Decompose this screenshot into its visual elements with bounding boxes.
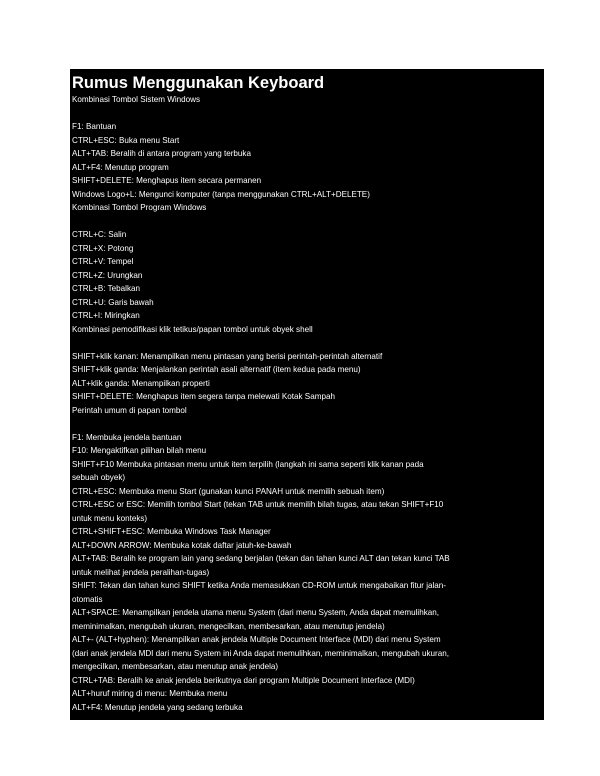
text-line: ALT+- (ALT+hyphen): Menampilkan anak jendela Multiple Document Interface (MDI) dari menu System: [72, 635, 441, 644]
document-body: [70, 69, 544, 720]
text-line: ALT+SPACE: Menampilkan jendela utama menu System (dari menu System, Anda dapat memulihkan,: [72, 608, 440, 617]
text-line: ALT+F4: Menutup program: [72, 162, 169, 172]
blank-line: [72, 417, 542, 431]
text-line: Perintah umum di papan tombol: [72, 405, 187, 415]
text-line: CTRL+SHIFT+ESC: Membuka Windows Task Manager: [72, 527, 271, 536]
text-line: SHIFT+DELETE: Menghapus item secara permanen: [72, 176, 262, 185]
text-line: ALT+F4: Menutup jendela yang sedang terbuka: [72, 702, 243, 712]
text-line: untuk melihat jendela peralihan-tugas): [72, 567, 210, 577]
text-line: otomatis: [72, 594, 103, 604]
text-line: ALT+TAB: Beralih di antara program yang terbuka: [72, 149, 251, 158]
text-line: ALT+TAB: Beralih ke program lain yang sedang berjalan (tekan dan tahan kunci ALT dan tekan kunci TAB: [72, 554, 450, 563]
document-title: Rumus Menggunakan Keyboard: [72, 74, 325, 92]
text-line: ALT+DOWN ARROW: Membuka kotak daftar jatuh-ke-bawah: [72, 540, 292, 550]
text-line: SHIFT: Tekan dan tahan kunci SHIFT ketika Anda memasukkan CD-ROM untuk mengabaikan fitur jalan-: [72, 581, 446, 590]
text-line: CTRL+Z: Urungkan: [72, 270, 143, 280]
text-line: SHIFT+klik kanan: Menampilkan menu pintasan yang berisi perintah-perintah alternatif: [72, 351, 383, 361]
text-line: Kombinasi Tombol Program Windows: [72, 203, 207, 212]
text-line: SHIFT+F10 Membuka pintasan menu untuk item terpilih (langkah ini sama seperti klik kanan pada: [72, 459, 424, 469]
text-line: ALT+huruf miring di menu: Membuka menu: [72, 689, 228, 698]
text-line: meminimalkan, mengubah ukuran, mengecilkan, membesarkan, atau menutup jendela): [72, 621, 385, 631]
blank-line: [72, 215, 542, 229]
text-line: CTRL+ESC or ESC: Memilih tombol Start (tekan TAB untuk memilih bilah tugas, atau tekan SHIFT+F10: [72, 500, 444, 509]
text-line: untuk menu konteks): [72, 513, 148, 523]
text-line: (dari anak jendela MDI dari menu System ini Anda dapat memulihkan, meminimalkan, mengubah ukuran,: [72, 648, 450, 658]
document-lines: [72, 93, 542, 714]
text-line: F1: Membuka jendela bantuan: [72, 432, 182, 442]
text-line: CTRL+U: Garis bawah: [72, 297, 154, 307]
text-line: CTRL+C: Salin: [72, 230, 127, 239]
text-line: Kombinasi Tombol Sistem Windows: [72, 95, 201, 104]
text-line: ALT+klik ganda: Menampilkan properti: [72, 378, 210, 388]
text-line: CTRL+ESC: Membuka menu Start (gunakan kunci PANAH untuk memilih sebuah item): [72, 486, 385, 496]
text-line: CTRL+X: Potong: [72, 243, 134, 253]
text-line: CTRL+V: Tempel: [72, 257, 134, 266]
text-line: F10: Mengaktifkan pilihan bilah menu: [72, 446, 207, 455]
text-line: SHIFT+DELETE: Menghapus item segera tanpa melewati Kotak Sampah: [72, 392, 335, 401]
text-line: CTRL+TAB: Beralih ke anak jendela berikutnya dari program Multiple Document Interface (MDI): [72, 675, 415, 685]
text-line: CTRL+I: Miringkan: [72, 311, 140, 320]
blank-line: [72, 336, 542, 350]
text-line: F1: Bantuan: [72, 122, 117, 131]
text-line: mengecilkan, membesarkan, atau menutup anak jendela): [72, 662, 279, 671]
text-line: CTRL+ESC: Buka menu Start: [72, 135, 180, 145]
text-line: CTRL+B: Tebalkan: [72, 284, 141, 293]
text-line: Windows Logo+L: Mengunci komputer (tanpa menggunakan CTRL+ALT+DELETE): [72, 189, 370, 199]
text-line: SHIFT+klik ganda: Menjalankan perintah asali alternatif (item kedua pada menu): [72, 365, 361, 374]
text-line: Kombinasi pemodifikasi klik tetikus/papan tombol untuk obyek shell: [72, 324, 313, 334]
text-line: sebuah obyek): [72, 473, 126, 482]
blank-line: [72, 107, 542, 121]
